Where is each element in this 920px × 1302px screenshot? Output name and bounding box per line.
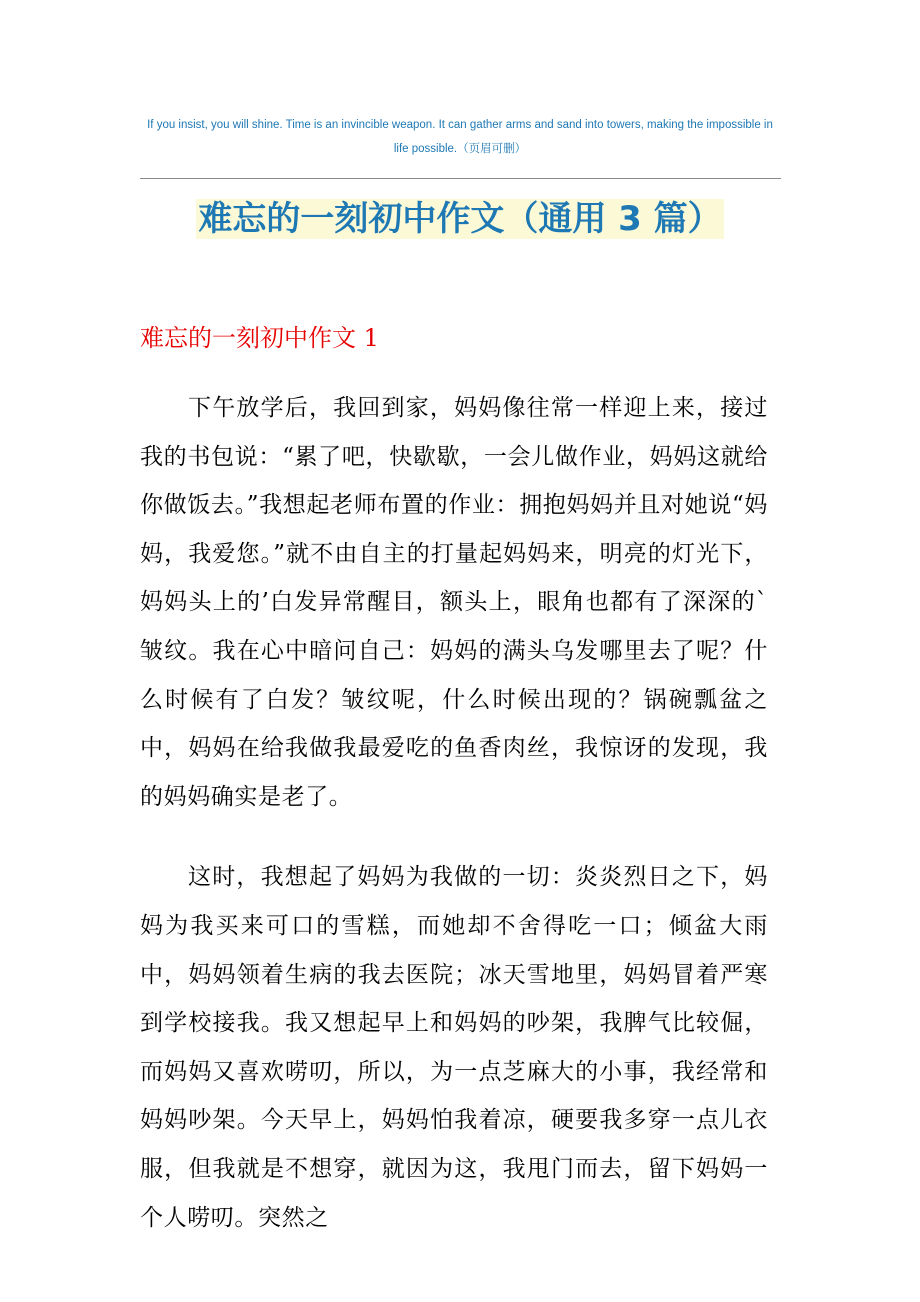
essay-paragraph-2: 这时，我想起了妈妈为我做的一切：炎炎烈日之下，妈妈为我买来可口的雪糕，而她却不舍得吃一口；倾盆大雨中，妈妈领着生病的我去医院；冰天雪地里，妈妈冒着严寒到学校接我。我又想起早上和妈妈的吵架，我脾气比较倔，而妈妈又喜欢唠叨，所以，为一点芝麻大的小事，我经常和妈妈吵架。今天早上，妈妈怕我着凉，硬要我多穿一点儿衣服，但我就是不想穿，就因为这，我甩门而去，留下妈妈一个人唠叨。突然之 bbox=[140, 864, 768, 1231]
page-header-text: If you insist, you will shine. Time is an invincible weapon. It can gather arms and sand into towers, making the impossible in life possible.（页眉可删） bbox=[147, 119, 773, 155]
section-title: 难忘的一刻初中作文 1 bbox=[140, 324, 379, 352]
document-title bbox=[0, 193, 920, 245]
essay-body bbox=[140, 384, 768, 1274]
essay-paragraph-1: 下午放学后，我回到家，妈妈像往常一样迎上来，接过我的书包说：“累了吧，快歇歇，一会儿做作业，妈妈这就给你做饭去。”我想起老师布置的作业：拥抱妈妈并且对她说“妈妈，我爱您。”就不由自主的打量起妈妈来，明亮的灯光下，妈妈头上的’白发异常醒目，额头上，眼角也都有了深深的`皱纹。我在心中暗问自己：妈妈的满头乌发哪里去了呢？什么时候有了白发？皱纹呢，什么时候出现的？锅碗瓢盆之中，妈妈在给我做我最爱吃的鱼香肉丝，我惊讶的发现，我的妈妈确实是老了。 bbox=[140, 395, 768, 810]
header-divider bbox=[140, 178, 781, 179]
document-title-text: 难忘的一刻初中作文（通用 3 篇） bbox=[198, 199, 722, 239]
